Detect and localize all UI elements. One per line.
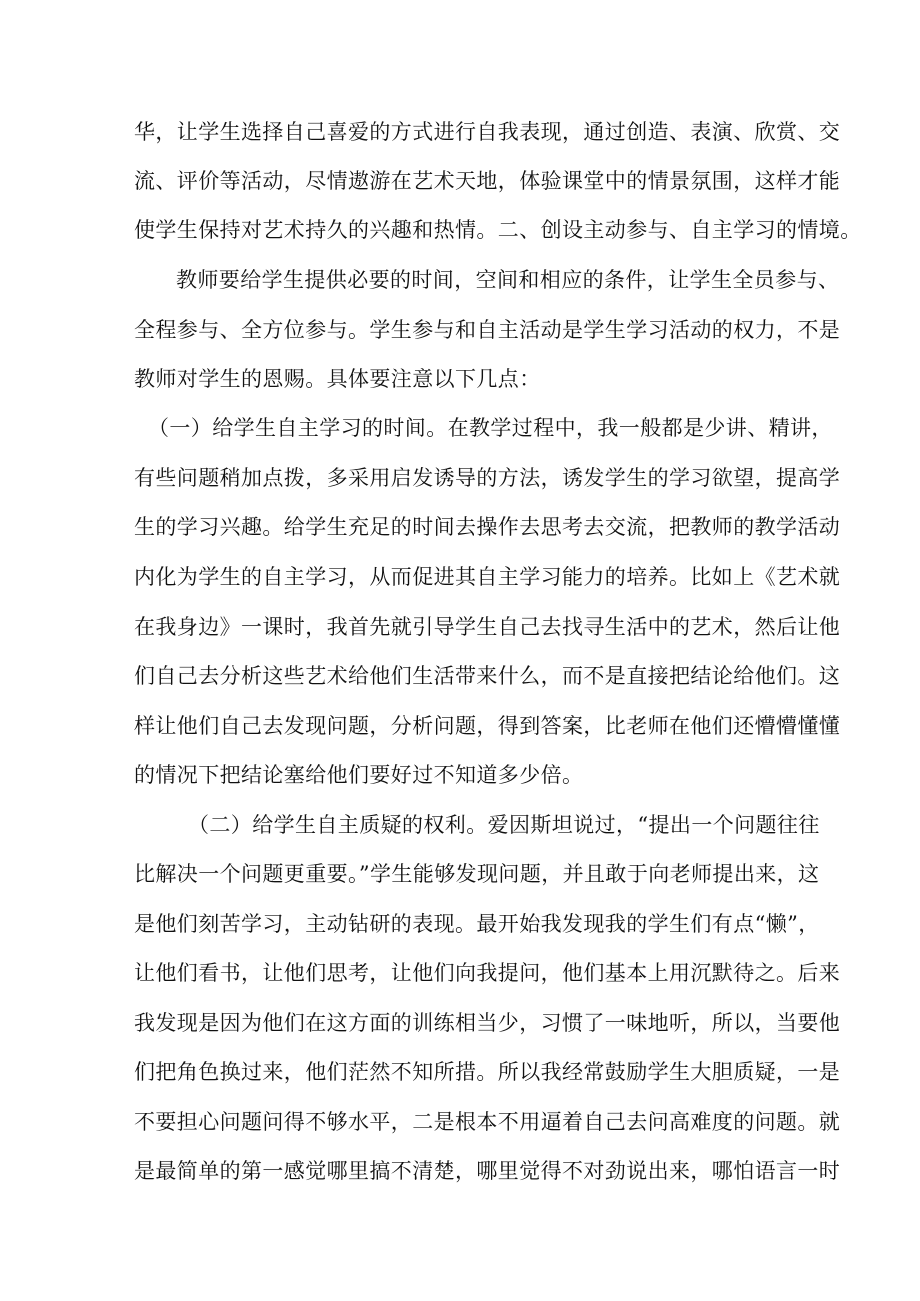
- text-line: 样让他们自己去发现问题，分析问题，得到答案，比老师在他们还懵懵懂懂: [134, 714, 841, 738]
- text-line: 华，让学生选择自己喜爱的方式进行自我表现，通过创造、表演、欣赏、交: [134, 120, 841, 144]
- text-line: 是他们刻苦学习，主动钻研的表现。最开始我发现我的学生们有点“懒”，: [134, 912, 820, 936]
- text-line: 生的学习兴趣。给学生充足的时间去操作去思考去交流，把教师的教学活动: [134, 515, 841, 539]
- text-line: 流、评价等活动，尽情遨游在艺术天地，体验课堂中的情景氛围，这样才能: [134, 169, 841, 193]
- text-line: 使学生保持对艺术持久的兴趣和热情。二、创设主动参与、自主学习的情境。: [134, 218, 862, 242]
- text-line: 是最简单的第一感觉哪里搞不清楚，哪里觉得不对劲说出来，哪怕语言一时: [134, 1159, 841, 1183]
- text-line: 们自己去分析这些艺术给他们生活带来什么，而不是直接把结论给他们。这: [134, 664, 841, 688]
- text-line: 我发现是因为他们在这方面的训练相当少，习惯了一味地听，所以，当要他: [134, 1011, 841, 1035]
- text-line: 的情况下把结论塞给他们要好过不知道多少倍。: [134, 763, 584, 787]
- text-line: 不要担心问题问得不够水平，二是根本不用逼着自己去问高难度的问题。就: [134, 1110, 841, 1134]
- text-line: 比解决一个问题更重要。”学生能够发现问题，并且敢于向老师提出来，这: [134, 862, 820, 886]
- text-line: 让他们看书，让他们思考，让他们向我提问，他们基本上用沉默待之。后来: [134, 961, 841, 985]
- text-line: 们把角色换过来，他们茫然不知所措。所以我经常鼓励学生大胆质疑，一是: [134, 1060, 841, 1084]
- text-line: 在我身边》一课时，我首先就引导学生自己去找寻生活中的艺术，然后让他: [134, 615, 841, 639]
- text-line: 教师对学生的恩赐。具体要注意以下几点：: [134, 367, 541, 391]
- paragraph-first-line: 教师要给学生提供必要的时间，空间和相应的条件，让学生全员参与、: [176, 268, 840, 292]
- section-heading-line: （二）给学生自主质疑的权利。爱因斯坦说过，“提出一个问题往往: [188, 813, 820, 837]
- text-line: 全程参与、全方位参与。学生参与和自主活动是学生学习活动的权力，不是: [134, 318, 841, 342]
- text-line: 内化为学生的自主学习，从而促进其自主学习能力的培养。比如上《艺术就: [134, 565, 841, 589]
- section-heading-line: （一）给学生自主学习的时间。在教学过程中，我一般都是少讲、精讲，: [148, 416, 833, 440]
- text-line: 有些问题稍加点拨，多采用启发诱导的方法，诱发学生的学习欲望，提高学: [134, 466, 841, 490]
